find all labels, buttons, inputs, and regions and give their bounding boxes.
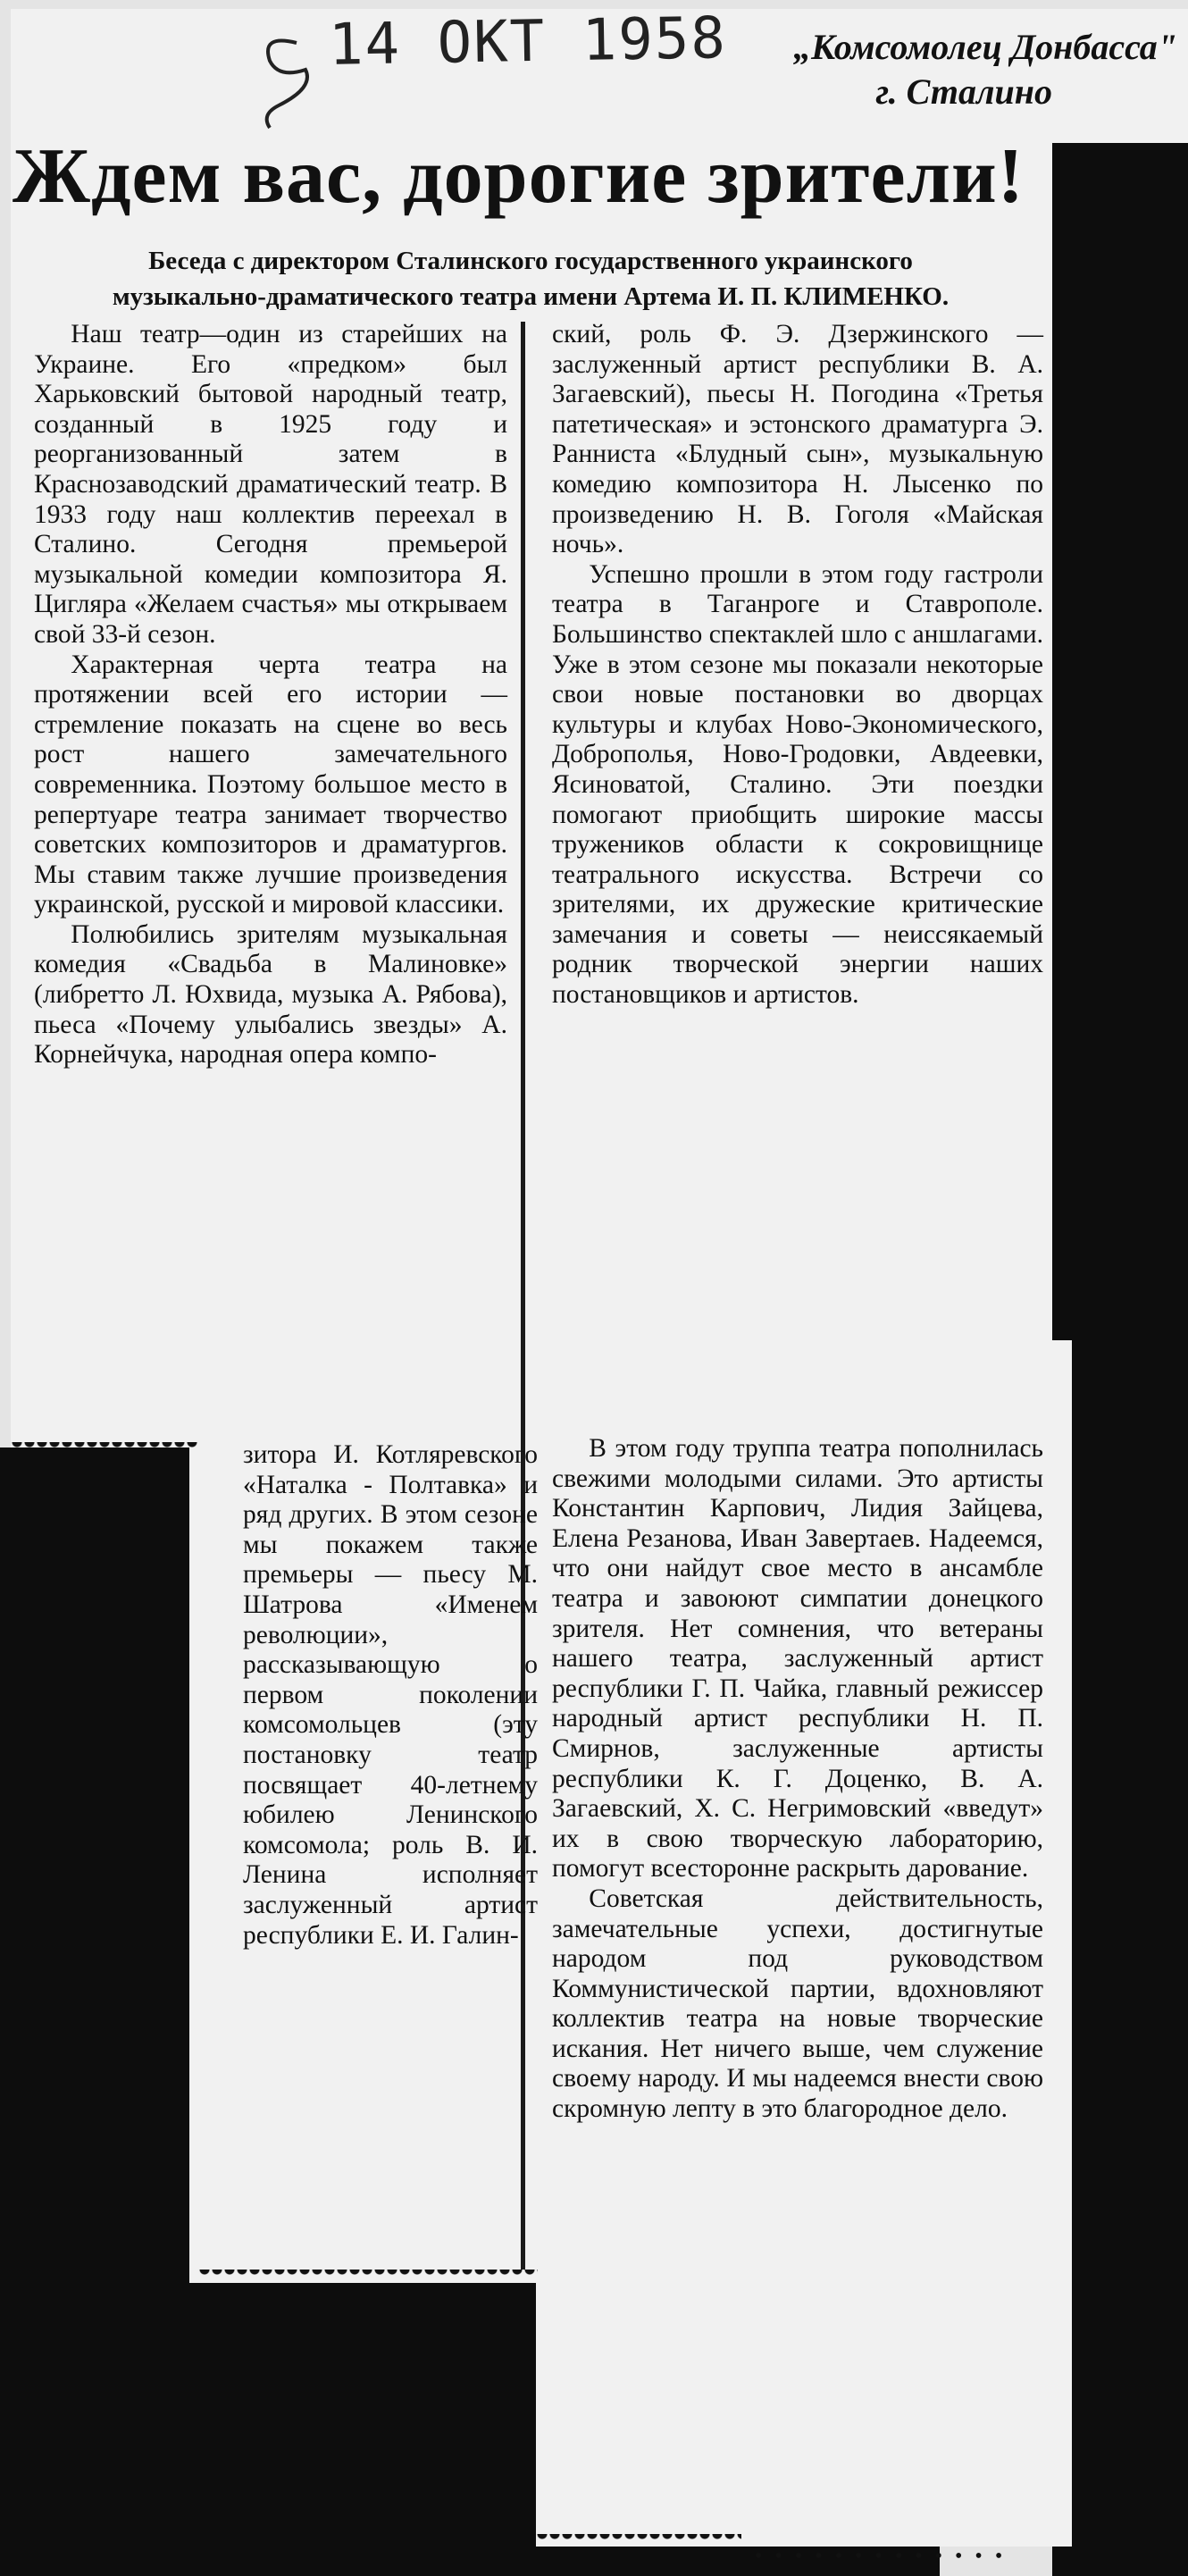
handwritten-mark-icon bbox=[243, 34, 323, 132]
background-dark-right bbox=[1052, 134, 1188, 2576]
subheadline-line: Беседа с директором Сталинского государственного украинского bbox=[148, 247, 913, 275]
newspaper-name: „Комсомолец Донбасса" bbox=[793, 27, 1177, 67]
column-right-continued bbox=[552, 1434, 1043, 2125]
column-right bbox=[552, 320, 1043, 1011]
paragraph: В этом году труппа театра пополнилась свежими молодыми силами. Это артисты Константин Карпович, Лидия Зайцева, Елена Резанова, Иван Завертаев. Надеемся, что они найдут свое место в ансамбле театра и завоюют симпатии донецкого зрителя. Нет сомнения, что ветераны нашего театра, заслуженный артист республики Г. П. Чайка, главный режиссер народный артист республики Н. П. Смирнов, заслуженные артисты республики К. Г. Доценко, В. А. Загаевский, Х. С. Негримовский «введут» их в свою творческую лабораторию, помогут всесторонне раскрыть дарование. bbox=[552, 1434, 1043, 1884]
column-left-continued bbox=[243, 1440, 538, 1951]
decorative-dots: • • • • • • • • • • • • • bbox=[755, 2545, 1007, 2568]
paragraph: Полюбились зрителям музыкальная комедия «Свадьба в Малиновке» (либретто Л. Юхвида, музыка А. Рябова), пьеса «Почему улыбались звезды» А. Корнейчука, народная опера компо- bbox=[34, 919, 507, 1070]
torn-edge bbox=[198, 2270, 538, 2282]
torn-edge bbox=[536, 2534, 741, 2547]
paragraph: Советская действительность, замечательные успехи, достигнутые народом под руководством Коммунистической партии, вдохновляют коллектив театра на новые творческие искания. Нет ничего выше, чем служение своему народу. И мы надеемся внести свою скромную лепту в это благородное дело. bbox=[552, 1884, 1043, 2124]
article-subheadline bbox=[13, 243, 1049, 315]
subheadline-line: музыкально-драматического театра имени Артема И. П. КЛИМЕНКО. bbox=[112, 282, 950, 311]
column-divider bbox=[521, 322, 525, 2270]
article-headline: Ждем вас, дорогие зрители! bbox=[13, 133, 1025, 220]
paragraph: Успешно прошли в этом году гастроли театра в Таганроге и Ставрополе. Большинство спектаклей шло с аншлагами. Уже в этом сезоне мы показали некоторые свои новые постановки во дворцах культуры и клубах Ново-Экономического, Доброполья, Ново-Гродовки, Авдеевки, Ясиноватой, Сталино. Эти поездки помогают приобщить широкие массы тружеников области к сокровищнице театрального искусства. Встречи со зрителями, их дружеские критические замечания и советы — неиссякаемый родник творческой энергии наших постановщиков и артистов. bbox=[552, 559, 1043, 1010]
newspaper-source bbox=[695, 25, 1177, 114]
paragraph: Характерная черта театра на протяжении всей его истории — стремление показать на сцене во весь рост нашего замечательного современника. Поэтому большое место в репертуаре театра занимает творчество советских композиторов и драматургов. Мы ставим также лучшие произведения украинской, русской и мировой классики. bbox=[34, 650, 507, 919]
paragraph: Наш театр—один из старейших на Украине. Его «предком» был Харьковский бытовой народный театр, созданный в 1925 году и реорганизованный затем в Краснозаводский драматический театр. В 1933 году наш коллектив переехал в Сталино. Сегодня премьерой музыкальной комедии композитора Я. Цигляра «Желаем счастья» мы открываем свой 33-й сезон. bbox=[34, 320, 507, 649]
background-dark-left bbox=[0, 1447, 207, 2576]
paragraph: зитора И. Котляревского «Наталка - Полтавка» и ряд других. В этом сезоне мы покажем также премьеры — пьесу М. Шатрова «Именем революции», рассказывающую о первом поколении комсомольцев (эту постановку театр посвящает 40-летнему юбилею Ленинского комсомола; роль В. И. Ленина исполняет заслуженный артист республики Е. И. Галин- bbox=[243, 1440, 538, 1950]
column-left bbox=[34, 320, 507, 1070]
date-stamp: 14 ОКТ 1958 bbox=[328, 5, 728, 79]
paragraph: ский, роль Ф. Э. Дзержинского — заслуженный артист республики В. А. Загаевский), пьесы Н. Погодина «Третья патетическая» и эстонского драматурга Э. Ранниста «Блудный сын», музыкальную комедию композитора Н. Лысенко по произведению Н. В. Гоголя «Майская ночь». bbox=[552, 320, 1043, 559]
newspaper-city: г. Сталино bbox=[875, 71, 1052, 112]
torn-edge bbox=[11, 1442, 198, 1455]
